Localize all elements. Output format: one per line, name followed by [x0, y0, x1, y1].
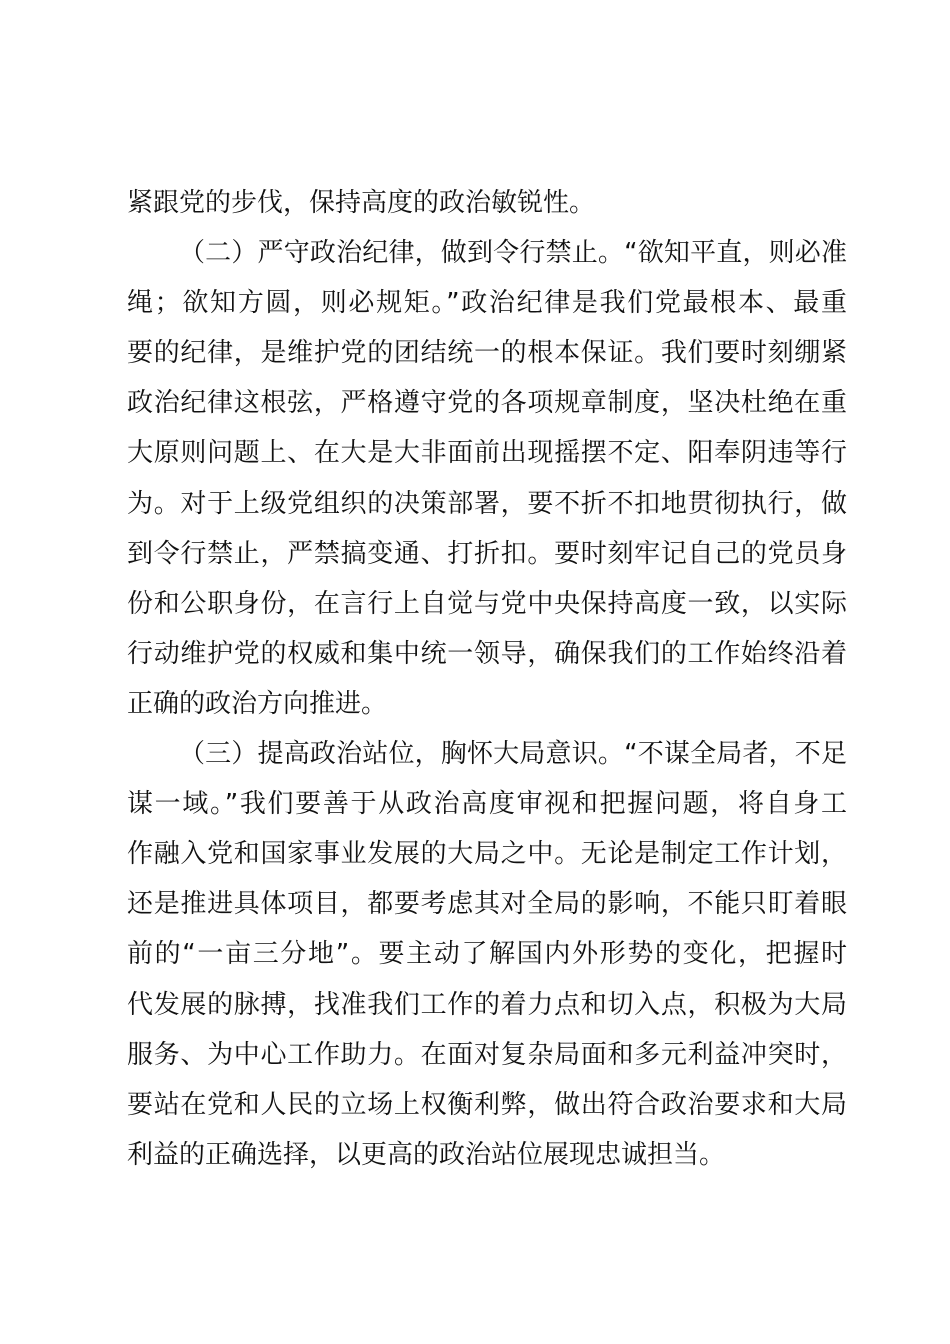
text-line: 份和公职身份，在言行上自觉与党中央保持高度一致，以实际 [127, 588, 847, 619]
text-line: 要的纪律，是维护党的团结统一的根本保证。我们要时刻绷紧 [127, 338, 847, 369]
text-line: 政治纪律这根弦，严格遵守党的各项规章制度，坚决杜绝在重 [127, 388, 847, 419]
paragraph-section-3 [127, 729, 847, 1180]
text-line: 利益的正确选择，以更高的政治站位展现忠诚担当。 [127, 1139, 726, 1170]
text-line: 代发展的脉搏，找准我们工作的着力点和切入点，积极为大局 [127, 989, 847, 1020]
text-line: 还是推进具体项目，都要考虑其对全局的影响，不能只盯着眼 [127, 889, 847, 920]
text-line: 谋一域。”我们要善于从政治高度审视和把握问题，将自身工 [127, 789, 847, 820]
text-line: 大原则问题上、在大是大非面前出现摇摆不定、阳奉阴违等行 [127, 438, 847, 469]
text-line: 作融入党和国家事业发展的大局之中。无论是制定工作计划， [127, 839, 847, 870]
text-line: 行动维护党的权威和集中统一领导，确保我们的工作始终沿着 [127, 638, 847, 669]
paragraph-heading-line: （三）提高政治站位，胸怀大局意识。“不谋全局者，不足 [179, 739, 847, 770]
paragraph-continuation [127, 178, 847, 228]
text-line: 到令行禁止，严禁搞变通、打折扣。要时刻牢记自己的党员身 [127, 538, 847, 569]
text-line: 绳；欲知方圆，则必规矩。”政治纪律是我们党最根本、最重 [127, 288, 847, 319]
text-line: 为。对于上级党组织的决策部署，要不折不扣地贯彻执行，做 [127, 488, 847, 519]
text-line: 正确的政治方向推进。 [127, 688, 388, 719]
paragraph-section-2 [127, 228, 847, 729]
text-line: 前的“一亩三分地”。要主动了解国内外形势的变化，把握时 [127, 939, 847, 970]
text-line: 服务、为中心工作助力。在面对复杂局面和多元利益冲突时， [127, 1039, 847, 1070]
text-line: 要站在党和人民的立场上权衡利弊，做出符合政治要求和大局 [127, 1089, 847, 1120]
paragraph-heading-line: （二）严守政治纪律，做到令行禁止。“欲知平直，则必准 [179, 238, 847, 269]
text-line: 紧跟党的步伐，保持高度的政治敏锐性。 [127, 188, 596, 218]
document-body [127, 178, 847, 1180]
